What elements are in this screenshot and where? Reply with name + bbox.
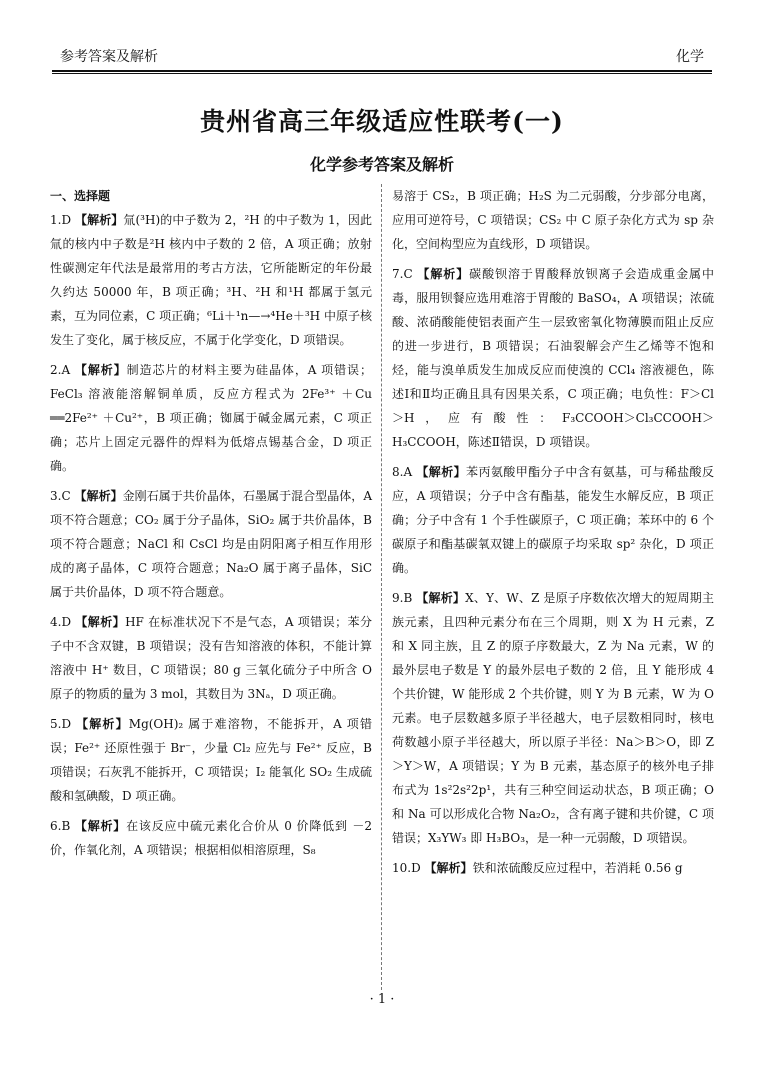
page-subtitle: 化学参考答案及解析 (309, 155, 454, 174)
page-number: · 1 · (369, 992, 395, 1007)
page-header (52, 44, 712, 68)
answer-number: 4.D (50, 615, 72, 629)
answer-number: 9.B (392, 591, 413, 605)
answer-text: 碳酸钡溶于胃酸释放钡离子会造成重金属中毒，服用钡餐应选用难溶于胃酸的 BaSO₄，A 项错误；浓硫酸、浓硝酸能使铝表面产生一层致密氧化物薄膜而阻止反应的进一步进行，B 项错误；石油裂解会产生乙烯等不饱和烃，能与溴单质发生加成反应而使溴的 CCl₄ 溶液褪色，陈述Ⅰ和Ⅱ均正确且具有因果关系，C 项正确；电负性：F＞Cl＞H，应有酸性：F₃CCOOH＞Cl₃CCOOH＞H₃CCOOH，陈述Ⅱ错误，D 项错误。 (392, 267, 714, 449)
answer-item-10 (392, 856, 714, 880)
answer-text: 苯丙氨酸甲酯分子中含有氨基，可与稀盐酸反应，A 项错误；分子中含有酯基，能发生水解反应，B 项正确；分子中含有 1 个手性碳原子，C 项正确；苯环中的 6 个碳原子和酯基碳氧双键上的碳原子均采取 sp² 杂化，D 项正确。 (392, 465, 714, 575)
answer-item-8 (392, 460, 714, 580)
section-heading: 一、选择题 (50, 189, 111, 203)
header-subject-label: 化学 (676, 49, 704, 65)
analysis-tag: 【解析】 (424, 861, 473, 875)
answer-item-4 (50, 610, 372, 706)
answer-text: 易溶于 CS₂，B 项正确；H₂S 为二元弱酸，分步部分电离，应用可逆符号，C 项错误；CS₂ 中 C 原子杂化方式为 sp 杂化，空间构型应为直线形，D 项错误。 (392, 189, 714, 251)
answer-item-2 (50, 358, 372, 478)
column-divider (381, 184, 382, 990)
answer-number: 1.D (50, 213, 72, 227)
answer-number: 7.C (392, 267, 413, 281)
analysis-tag: 【解析】 (74, 489, 123, 503)
analysis-tag: 【解析】 (76, 717, 129, 731)
analysis-tag: 【解析】 (417, 267, 470, 281)
page-title: 贵州省高三年级适应性联考(一) (200, 107, 564, 136)
answer-number: 8.A (392, 465, 413, 479)
answer-item-6-continued (392, 184, 714, 256)
analysis-tag: 【解析】 (75, 615, 126, 629)
analysis-tag: 【解析】 (416, 465, 467, 479)
answer-item-3 (50, 484, 372, 604)
analysis-tag: 【解析】 (75, 213, 124, 227)
right-column (392, 184, 714, 886)
answer-item-9 (392, 586, 714, 850)
answer-text: 铁和浓硫酸反应过程中，若消耗 0.56 g (472, 861, 683, 875)
analysis-tag: 【解析】 (74, 363, 127, 377)
answer-item-6 (50, 814, 372, 862)
header-left-label: 参考答案及解析 (60, 49, 158, 65)
answer-text: 氚(³H)的中子数为 2，²H 的中子数为 1，因此氚的核内中子数是²H 核内中子数的 2 倍，A 项正确；放射性碳测定年代法是最常用的考古方法，它所能断定的年份最久约达 50000 年，B 项正确；³H、²H 和¹H 都属于氢元素，互为同位素，C 项正确；⁶Li＋¹n—→⁴He＋³H 中原子核发生了变化，属于核反应，不属于化学变化，D 项错误。 (50, 213, 372, 347)
answer-number: 10.D (392, 861, 421, 875)
answer-text: X、Y、W、Z 是原子序数依次增大的短周期主族元素，且四种元素分布在三个周期，则 X 为 H 元素，Z 和 X 同主族，且 Z 的原子序数最大，Z 为 Na 元素，W 的最外层电子数是 Y 的最外层电子数的 2 倍，且 Y 能形成 4 个共价键，W 能形成 2 个共价键，则 Y 为 B 元素，W 为 O 元素。电子层数越多原子半径越大，电子层数相同时，核电荷数越小原子半径越大，所以原子半径：Na＞B＞O，即 Z＞Y＞W，A 项错误；Y 为 B 元素，基态原子的核外电子排布式为 1s²2s²2p¹，共有三种空间运动状态，B 项正确；O 和 Na 可以形成化合物 Na₂O₂，含有离子键和共价键，C 项错误；X₃YW₃ 即 H₃BO₃，是一种一元弱酸，D 项错误。 (392, 591, 714, 845)
answer-number: 6.B (50, 819, 71, 833)
answer-text: 制造芯片的材料主要为硅晶体，A 项错误；FeCl₃ 溶液能溶解铜单质，反应方程式为 2Fe³⁺ ＋Cu ══2Fe²⁺ ＋Cu²⁺，B 项正确；铷属于碱金属元素，C 项正确；芯片上固定元器件的焊料为低熔点锡基合金，D 项正确。 (50, 363, 372, 473)
answer-text: HF 在标准状况下不是气态，A 项错误；苯分子中不含双键，B 项错误；没有告知溶液的体积，不能计算溶液中 H⁺ 数目，C 项错误；80 g 三氧化硫分子中所含 O 原子的物质的量为 3 mol，其数目为 3Nₐ，D 项正确。 (50, 615, 372, 701)
answer-text: 金刚石属于共价晶体，石墨属于混合型晶体，A 项不符合题意；CO₂ 属于分子晶体，SiO₂ 属于共价晶体，B 项不符合题意；NaCl 和 CsCl 均是由阴阳离子相互作用形成的离子晶体，C 项符合题意；Na₂O 属于离子晶体，SiC 属于共价晶体，D 项不符合题意。 (50, 489, 372, 599)
answer-number: 5.D (50, 717, 72, 731)
analysis-tag: 【解析】 (74, 819, 127, 833)
header-rule (52, 70, 712, 72)
answer-number: 2.A (50, 363, 71, 377)
answer-item-1 (50, 208, 372, 352)
answer-item-7 (392, 262, 714, 454)
answer-number: 3.C (50, 489, 71, 503)
answer-text: Mg(OH)₂ 属于难溶物，不能拆开，A 项错误；Fe²⁺ 还原性强于 Br⁻，少量 Cl₂ 应先与 Fe²⁺ 反应，B 项错误；石灰乳不能拆开，C 项错误；I₂ 能氧化 SO₂ 生成硫酸和氢碘酸，D 项正确。 (50, 717, 372, 803)
left-column (50, 184, 372, 868)
analysis-tag: 【解析】 (416, 591, 466, 605)
answer-item-5 (50, 712, 372, 808)
header-rule-thin (52, 73, 712, 74)
answer-text: 在该反应中硫元素化合价从 0 价降低到 －2 价，作氧化剂，A 项错误；根据相似相溶原理，S₈ (50, 819, 372, 857)
